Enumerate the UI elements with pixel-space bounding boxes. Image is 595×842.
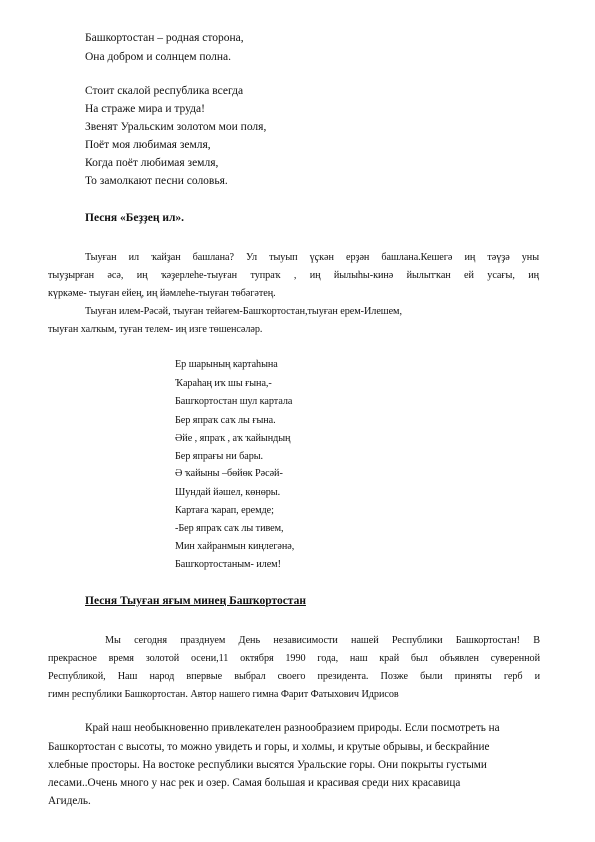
poem-ru-line: На страже мира и труда!	[85, 103, 205, 115]
poem-ba-line: -Бер япраҡ саҡ лы тивем,	[175, 523, 284, 534]
poem-ba-line: Ә ҡайыны –бөйөк Рәсәй-	[175, 468, 283, 479]
poem-ru-line: Когда поёт любимая земля,	[85, 157, 219, 169]
poem-ba-line: Бер япрағы ни бары.	[175, 451, 264, 462]
paragraph-line: Башкортостан с высоты, то можно увидеть и горы, и холмы, и крутые обрывы, и бескрайние	[48, 741, 490, 753]
paragraph-line: Край наш необыкновенно привлекателен разнообразием природы. Если посмотреть на	[85, 722, 500, 734]
paragraph-line: Республикой, Наш народ впервые выбрал своего президента. Позже были приняты герб и	[48, 671, 540, 682]
poem-ru-line: Башкортостан – родная сторона,	[85, 32, 244, 44]
paragraph-line: Тыуған илем-Рәсәй, тыуған тейәгем-Башҡортостан,тыуған ерем-Илешем,	[85, 306, 402, 317]
paragraph-line: прекрасное время золотой осени,11 октября 1990 года, наш край был объявлен суверенной	[48, 653, 540, 664]
song-title: Песня Тыуған яғым минең Башҡортостан	[85, 595, 306, 607]
poem-ba-line: Әйе , япраҡ , аҡ ҡайындың	[175, 433, 291, 444]
paragraph-line: Агидель.	[48, 795, 91, 807]
poem-ba-line: Картаға ҡарап, еремде;	[175, 505, 274, 516]
song-title: Песня «Беҙҙең ил».	[85, 212, 185, 224]
poem-ba-line: Башҡортостан шул картала	[175, 396, 293, 407]
poem-ru-line: Стоит скалой республика всегда	[85, 85, 244, 97]
poem-ba-line: Шундай йәшел, көнөры.	[175, 487, 281, 498]
poem-ru-line: То замолкают песни соловья.	[85, 175, 228, 187]
paragraph-line: тыуған халҡым, туған телем- иң изге төшенсәләр.	[48, 324, 263, 335]
paragraph-line: Мы сегодня празднуем День независимости нашей Республики Башкортостан! В	[105, 635, 540, 646]
poem-ru-line: Звенят Уральским золотом мои поля,	[85, 121, 267, 133]
paragraph-line: тыуҙырған әсә, иң ҡәҙерлеһе-тыуған тупраҡ , иң йылыһы-кинә йылытҡан ей усағы, иң	[48, 270, 539, 281]
poem-ba-line: Ер шарының картаһына	[175, 359, 278, 370]
paragraph-line: гимн республики Башкортостан. Автор нашего гимна Фарит Фатыхович Идрисов	[48, 689, 399, 700]
poem-ba-line: Мин хайранмын киңлегәнә,	[175, 541, 295, 552]
poem-ru-line: Она добром и солнцем полна.	[85, 51, 231, 63]
poem-ba-line: Башҡортостаным- илем!	[175, 559, 281, 570]
paragraph-line: хлебные просторы. На востоке республики высятся Уральские горы. Они покрыты густыми	[48, 759, 487, 771]
poem-ba-line: Ҡараһаң иҡ шы ғына,-	[175, 378, 272, 389]
paragraph-line: Тыуған ил ҡайҙан башлана? Ул тыуып үҫкән ерҙән башлана.Кешегә иң тәүҙә уны	[85, 252, 539, 263]
paragraph-line: лесами..Очень много у нас рек и озер. Самая большая и красивая среди них красавица	[48, 777, 461, 789]
poem-ba-line: Бер япраҡ саҡ лы ғына.	[175, 415, 276, 426]
poem-ru-line: Поёт моя любимая земля,	[85, 139, 211, 151]
paragraph-line: күркәме- тыуған ейең, иң йәмлеһе-тыуған төбәгәтең.	[48, 288, 276, 299]
